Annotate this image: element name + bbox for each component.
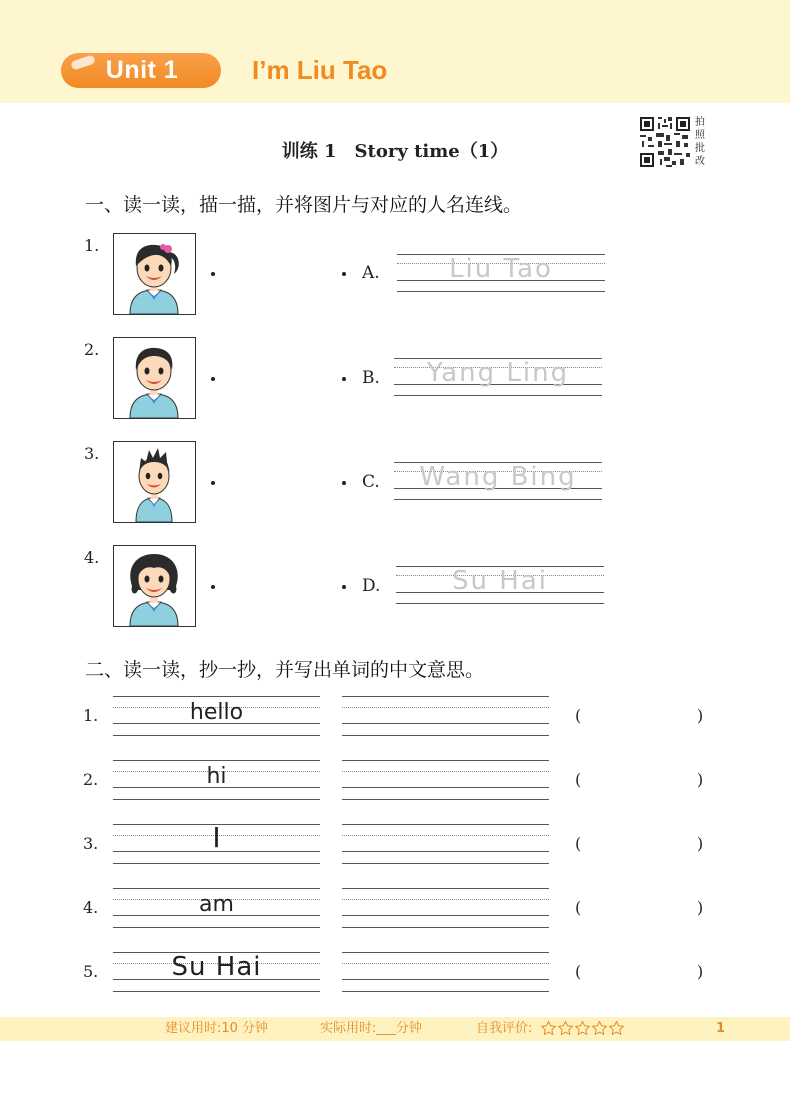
trace-lines <box>394 462 602 500</box>
section1-title: 一、读一读，描一描，并将图片与对应的人名连线。 <box>85 194 523 216</box>
copy-lines-answer[interactable] <box>342 888 549 928</box>
portrait-frame <box>113 441 196 523</box>
trace-lines <box>394 358 602 396</box>
copy-row-number: 1. <box>83 706 99 725</box>
actual-time: 实际用时:___分钟 <box>320 1021 422 1036</box>
page-number: 1 <box>716 1021 726 1036</box>
lesson-title: 训练 1 Story time（1） <box>281 141 509 162</box>
copy-row-number: 4. <box>83 898 99 917</box>
copy-lines-answer[interactable] <box>342 696 549 736</box>
meaning-paren-close: ) <box>697 834 704 853</box>
trace-name: Liu Tao <box>449 254 553 284</box>
self-eval-label: 自我评价: <box>476 1021 533 1036</box>
option-letter: B. <box>362 368 380 388</box>
match-dot-left[interactable] <box>211 585 215 589</box>
unit-badge <box>61 53 221 88</box>
boy-short-hair-icon <box>114 338 195 418</box>
match-dot-right[interactable] <box>342 377 346 381</box>
meaning-paren-close: ) <box>697 770 704 789</box>
qr-caption: 拍 照 批 改 <box>695 117 705 167</box>
match-dot-left[interactable] <box>211 481 215 485</box>
meaning-paren-close: ) <box>697 962 704 981</box>
section2-title: 二、读一读，抄一抄，并写出单词的中文意思。 <box>85 659 485 681</box>
copy-lines-answer[interactable] <box>342 952 549 992</box>
copy-lines-answer[interactable] <box>342 760 549 800</box>
copy-lines-model <box>113 952 320 992</box>
match-row-number: 1. <box>84 236 100 255</box>
portrait-frame <box>113 233 196 315</box>
boy-spiky-hair-icon <box>114 442 195 522</box>
match-dot-left[interactable] <box>211 272 215 276</box>
match-dot-left[interactable] <box>211 377 215 381</box>
portrait-frame <box>113 337 196 419</box>
portrait-frame <box>113 545 196 627</box>
copy-lines-answer[interactable] <box>342 824 549 864</box>
girl-ponytail-icon <box>114 234 195 314</box>
trace-name: Su Hai <box>452 566 548 596</box>
girl-bob-hair-icon <box>114 546 195 626</box>
match-row-number: 3. <box>84 444 100 463</box>
trace-lines <box>396 566 604 604</box>
unit-title: I’m Liu Tao <box>252 55 388 85</box>
option-letter: A. <box>362 263 380 283</box>
meaning-paren-open: ( <box>575 706 582 725</box>
meaning-paren-open: ( <box>575 898 582 917</box>
copy-lines-model <box>113 696 320 736</box>
model-word: Su Hai <box>171 952 262 982</box>
match-row-number: 4. <box>84 548 100 567</box>
copy-row-number: 2. <box>83 770 99 789</box>
meaning-paren-close: ) <box>697 706 704 725</box>
footer-bar <box>0 1017 790 1041</box>
rating-flowers-icon[interactable] <box>540 1020 626 1037</box>
option-letter: C. <box>362 472 380 492</box>
trace-name: Wang Bing <box>419 462 577 492</box>
model-word: am <box>199 892 234 917</box>
copy-lines-model <box>113 888 320 928</box>
meaning-paren-close: ) <box>697 898 704 917</box>
option-letter: D. <box>362 576 381 596</box>
unit-label: Unit 1 <box>105 56 179 84</box>
match-dot-right[interactable] <box>342 481 346 485</box>
meaning-paren-open: ( <box>575 834 582 853</box>
copy-row-number: 5. <box>83 962 99 981</box>
meaning-paren-open: ( <box>575 770 582 789</box>
meaning-paren-open: ( <box>575 962 582 981</box>
copy-lines-model <box>113 760 320 800</box>
model-word: hi <box>206 764 227 789</box>
match-row-number: 2. <box>84 340 100 359</box>
match-dot-right[interactable] <box>342 585 346 589</box>
model-word: hello <box>189 700 244 725</box>
model-word: I <box>212 821 221 854</box>
suggested-time: 建议用时:10 分钟 <box>165 1021 269 1036</box>
copy-lines-model <box>113 821 320 864</box>
trace-lines <box>397 254 605 292</box>
trace-name: Yang Ling <box>426 358 570 388</box>
copy-row-number: 3. <box>83 834 99 853</box>
match-dot-right[interactable] <box>342 272 346 276</box>
